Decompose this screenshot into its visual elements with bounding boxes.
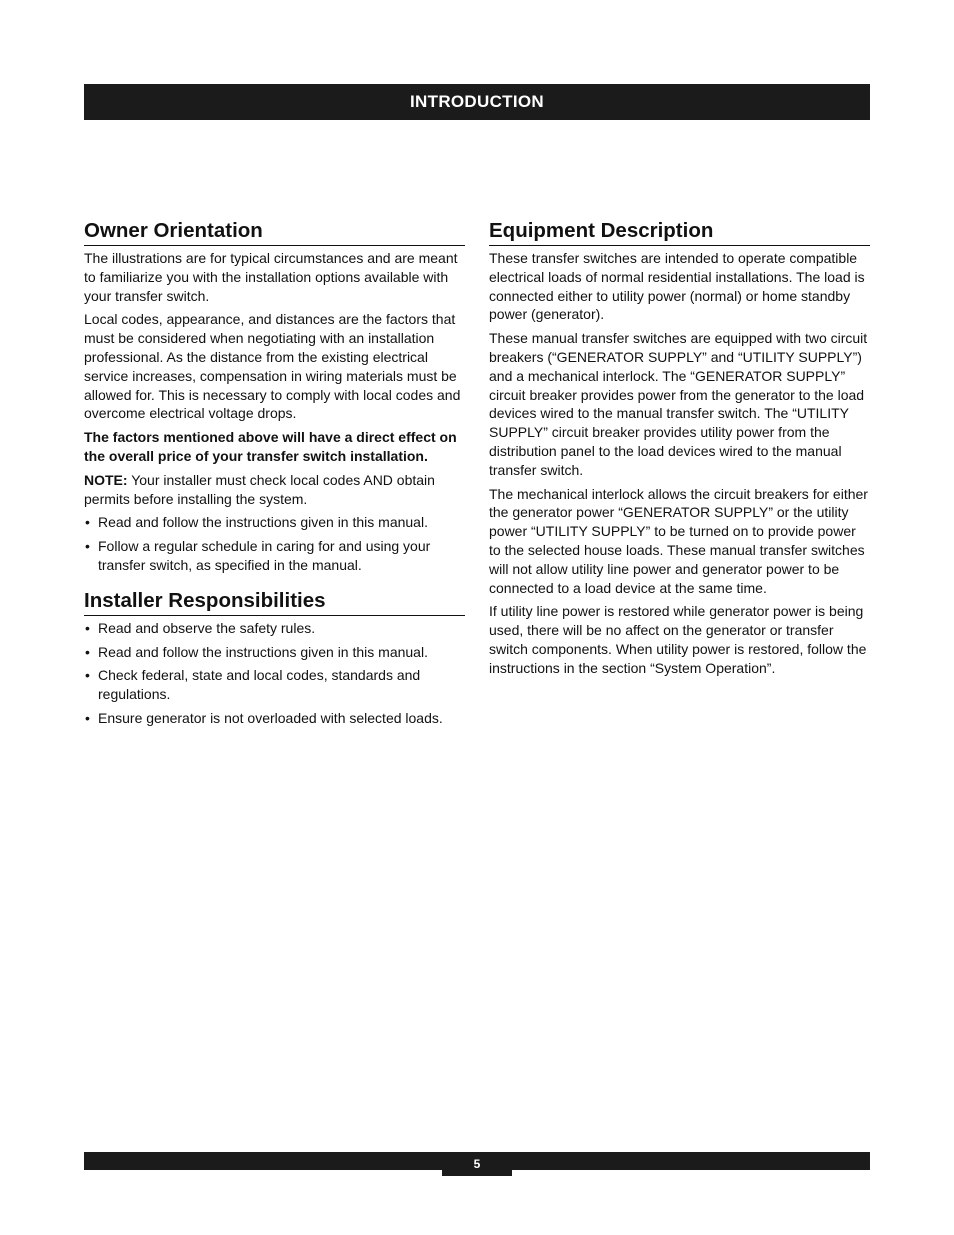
bullet-icon: •	[85, 643, 90, 660]
bullet-icon: •	[85, 514, 90, 531]
owner-paragraph-1: The illustrations are for typical circumstances and are meant to familiarize you with the installation options available with your transfer switch.	[84, 250, 458, 304]
bullet-icon: •	[85, 619, 90, 636]
section-header	[84, 84, 870, 120]
page-number-tab	[442, 1152, 512, 1176]
note-text: Your installer must check local codes AND obtain permits before installing the system.	[84, 471, 435, 507]
list-item-text: Read and follow the instructions given in this manual.	[98, 514, 428, 531]
page-number: 5	[473, 1157, 481, 1171]
owner-note	[84, 471, 465, 509]
owner-bullet-list	[84, 513, 465, 574]
right-column	[489, 218, 870, 683]
list-item-text: Read and follow the instructions given in this manual.	[98, 643, 428, 660]
installer-responsibilities-heading: Installer Responsibilities	[84, 588, 465, 616]
list-item	[84, 666, 465, 704]
list-item-text: Check federal, state and local codes, standards and regulations.	[98, 667, 421, 703]
list-item	[84, 537, 465, 575]
equipment-paragraph-2: These manual transfer switches are equipped with two circuit breakers (“GENERATOR SUPPLY” and “UTILITY SUPPLY”) and a mechanical interlock. The “GENERATOR SUPPLY” circuit breaker provides power from the generator to the load devices wired to the manual transfer switch. The “UTILITY SUPPLY” circuit breaker provides utility power from the distribution panel to the load devices wired to the manual transfer switch.	[489, 330, 868, 478]
list-item	[84, 619, 465, 638]
list-item	[84, 513, 465, 532]
equipment-description-heading: Equipment Description	[489, 218, 870, 246]
installer-bullet-list	[84, 619, 465, 728]
left-column	[84, 218, 465, 733]
list-item	[84, 643, 465, 662]
owner-bold-note: The factors mentioned above will have a direct effect on the overall price of your transfer switch installation.	[84, 429, 457, 464]
owner-paragraph-2: Local codes, appearance, and distances are the factors that must be considered when negotiating with an installation professional. As the distance from the existing electrical service increases, compensation in wiring materials must be allowed for. This is necessary to comply with local codes and overcome electrical voltage drops.	[84, 311, 461, 422]
list-item-text: Follow a regular schedule in caring for and using your transfer switch, as specified in the manual.	[98, 538, 431, 573]
note-label: NOTE:	[84, 471, 128, 488]
list-item	[84, 709, 465, 728]
equipment-paragraph-1: These transfer switches are intended to operate compatible electrical loads of normal residential installations. The load is connected either to utility power (normal) or home standby power (generator).	[489, 250, 865, 323]
equipment-paragraph-3: The mechanical interlock allows the circuit breakers for either the generator power “GENERATOR SUPPLY” or the utility power “UTILITY SUPPLY” to be turned on to provide power to the selected house loads. These manual transfer switches will not allow utility line power and generator power to be connected to a load device at the same time.	[489, 485, 868, 596]
equipment-paragraph-4: If utility line power is restored while generator power is being used, there will be no affect on the generator or transfer switch components. When utility power is restored, follow the instructions in the section “System Operation”.	[489, 603, 867, 676]
owner-orientation-heading: Owner Orientation	[84, 218, 465, 246]
bullet-icon: •	[85, 667, 90, 684]
list-item-text: Read and observe the safety rules.	[98, 619, 316, 636]
section-title: INTRODUCTION	[410, 92, 544, 111]
bullet-icon: •	[85, 709, 90, 726]
bullet-icon: •	[85, 538, 90, 555]
installer-section	[84, 588, 465, 728]
list-item-text: Ensure generator is not overloaded with selected loads.	[98, 709, 443, 726]
